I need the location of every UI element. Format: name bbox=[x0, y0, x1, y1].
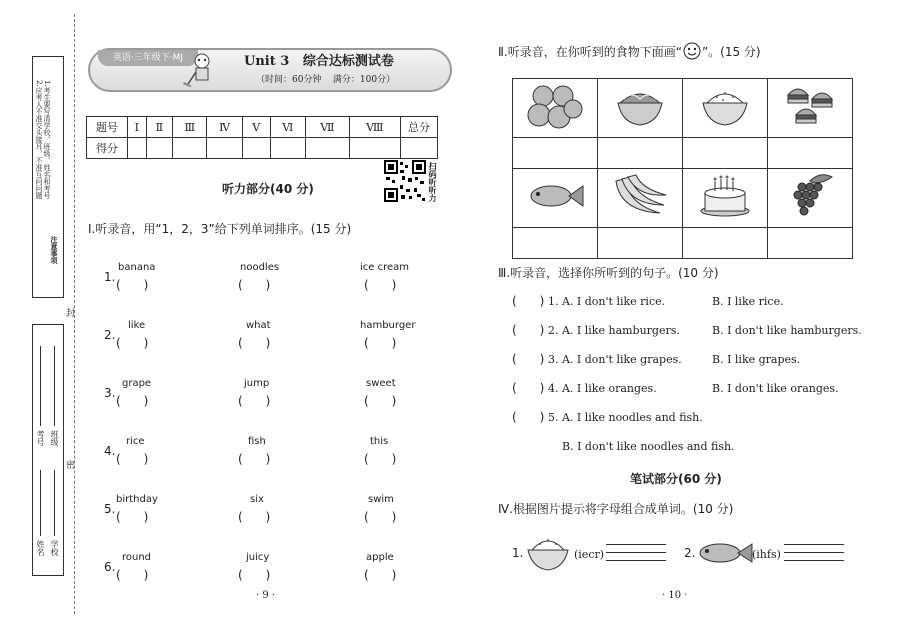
choice-blank[interactable]: ( ) bbox=[512, 381, 545, 395]
answer-cell[interactable] bbox=[683, 138, 768, 169]
option-a: 1. A. I don't like rice. bbox=[548, 295, 666, 308]
exam-no-label: 考号 bbox=[36, 430, 45, 446]
page-number-right: · 10 · bbox=[662, 590, 688, 601]
seal-char-2: 密 bbox=[64, 460, 74, 469]
word: round bbox=[122, 552, 152, 563]
word: hamburger bbox=[360, 320, 416, 331]
score-table bbox=[86, 116, 438, 159]
food-cell-cake bbox=[683, 169, 768, 228]
answer-blank[interactable]: ( ) bbox=[238, 278, 271, 292]
answer-blank[interactable]: ( ) bbox=[116, 278, 149, 292]
food-cell-fish bbox=[513, 169, 598, 228]
item-number: 3. bbox=[104, 386, 116, 400]
answer-cell[interactable] bbox=[683, 228, 768, 259]
foods-row-1 bbox=[513, 79, 853, 138]
student-info-box bbox=[32, 324, 64, 576]
answer-blank[interactable]: ( ) bbox=[364, 452, 397, 466]
food-cell-grapes bbox=[768, 169, 853, 228]
q1-answer-line[interactable] bbox=[606, 560, 666, 561]
section-2-title bbox=[498, 42, 761, 63]
word: jump bbox=[244, 378, 270, 389]
section-4-title: Ⅳ.根据图片提示将字母组合成单词。(10 分) bbox=[498, 502, 734, 516]
q2-answer-line[interactable] bbox=[784, 544, 844, 545]
cake-icon bbox=[695, 171, 755, 221]
score-input-cell[interactable] bbox=[128, 138, 147, 159]
exam-subtitle: （时间：60分钟 满分：100分） bbox=[256, 75, 396, 85]
fish-icon bbox=[523, 176, 587, 216]
score-cell: Ⅳ bbox=[207, 117, 242, 138]
smiley-icon bbox=[682, 42, 702, 63]
word: apple bbox=[366, 552, 394, 563]
word: grape bbox=[122, 378, 152, 389]
rice-bowl-icon bbox=[524, 532, 572, 576]
option-b: B. I don't like oranges. bbox=[712, 382, 839, 395]
answer-blank[interactable]: ( ) bbox=[364, 568, 397, 582]
option-a: 3. A. I don't like grapes. bbox=[548, 353, 682, 366]
margin-fold-line bbox=[74, 14, 75, 614]
section-3-title: Ⅲ.听录音，选择你所听到的句子。(10 分) bbox=[498, 266, 719, 280]
answer-blank[interactable]: ( ) bbox=[364, 336, 397, 350]
answer-blank[interactable]: ( ) bbox=[116, 568, 149, 582]
answer-blank[interactable]: ( ) bbox=[116, 394, 149, 408]
score-input-cell[interactable] bbox=[207, 138, 242, 159]
score-row-label: 得分 bbox=[87, 138, 128, 159]
q1-letters: (iecr) bbox=[574, 548, 605, 561]
answer-blank[interactable]: ( ) bbox=[238, 394, 271, 408]
score-input-cell[interactable] bbox=[349, 138, 400, 159]
score-table-header-row bbox=[87, 117, 438, 138]
food-cell-hamburgers bbox=[768, 79, 853, 138]
foods-table bbox=[512, 78, 853, 259]
word: ice cream bbox=[360, 262, 410, 273]
score-cell: Ⅱ bbox=[146, 117, 172, 138]
score-input-cell[interactable] bbox=[306, 138, 349, 159]
answer-blank[interactable]: ( ) bbox=[364, 510, 397, 524]
answer-blank[interactable]: ( ) bbox=[364, 278, 397, 292]
fish-picture-icon bbox=[694, 538, 754, 572]
score-input-cell[interactable] bbox=[173, 138, 207, 159]
mascot-icon bbox=[182, 52, 220, 92]
word: birthday bbox=[116, 494, 158, 505]
item-number: 1. bbox=[104, 270, 116, 284]
answer-blank[interactable]: ( ) bbox=[116, 336, 149, 350]
answer-blank[interactable]: ( ) bbox=[238, 568, 271, 582]
answer-blank[interactable]: ( ) bbox=[116, 452, 149, 466]
option-b: B. I like rice. bbox=[712, 295, 784, 308]
option-a: 2. A. I like hamburgers. bbox=[548, 324, 680, 337]
name-line[interactable] bbox=[40, 470, 41, 536]
seal-char-1: 封 bbox=[64, 308, 74, 317]
score-cell: Ⅴ bbox=[242, 117, 270, 138]
notes-line-2: 2.应考人不准交头接耳，不准互问问题 bbox=[35, 80, 43, 199]
word: like bbox=[128, 320, 146, 331]
page-number-left: · 9 · bbox=[256, 590, 276, 601]
word: sweet bbox=[366, 378, 396, 389]
q2-number: 2. bbox=[684, 546, 696, 560]
score-cell: Ⅷ bbox=[349, 117, 400, 138]
answer-cell[interactable] bbox=[598, 228, 683, 259]
answer-cell[interactable] bbox=[768, 228, 853, 259]
option-b: B. I like grapes. bbox=[712, 353, 801, 366]
option-a: 5. A. I like noodles and fish. bbox=[548, 411, 703, 424]
foods-answer-row-1 bbox=[513, 138, 853, 169]
q1-number: 1. bbox=[512, 546, 524, 560]
score-input-cell[interactable] bbox=[146, 138, 172, 159]
answer-blank[interactable]: ( ) bbox=[364, 394, 397, 408]
item-number: 4. bbox=[104, 444, 116, 458]
grapes-icon bbox=[780, 171, 840, 221]
score-table-score-row bbox=[87, 138, 438, 159]
food-cell-bananas bbox=[598, 169, 683, 228]
word: noodles bbox=[240, 262, 280, 273]
written-part-title: 笔试部分(60 分) bbox=[630, 472, 722, 486]
word: what bbox=[246, 320, 271, 331]
food-cell-rice bbox=[683, 79, 768, 138]
q1-answer-line[interactable] bbox=[606, 552, 666, 553]
q2-letters: (ihfs) bbox=[752, 548, 781, 561]
word: juicy bbox=[246, 552, 270, 563]
q1-answer-line[interactable] bbox=[606, 544, 666, 545]
item-number: 5. bbox=[104, 502, 116, 516]
score-input-cell[interactable] bbox=[401, 138, 438, 159]
section-2-title-text: Ⅱ.听录音，在你听到的食物下面画“ bbox=[498, 45, 682, 59]
class-label: 班级 bbox=[50, 430, 59, 446]
choice-blank[interactable]: ( ) bbox=[512, 323, 545, 337]
score-cell: Ⅶ bbox=[306, 117, 349, 138]
listening-part-title: 听力部分(40 分) bbox=[222, 182, 314, 196]
answer-blank[interactable]: ( ) bbox=[116, 510, 149, 524]
exam-no-line[interactable] bbox=[40, 346, 41, 426]
answer-cell[interactable] bbox=[598, 138, 683, 169]
score-input-cell[interactable] bbox=[242, 138, 270, 159]
answer-cell[interactable] bbox=[768, 138, 853, 169]
section-2-title-tail: ”。(15 分) bbox=[701, 45, 761, 59]
score-input-cell[interactable] bbox=[270, 138, 306, 159]
answer-blank[interactable]: ( ) bbox=[238, 510, 271, 524]
foods-row-2 bbox=[513, 169, 853, 228]
rice-icon bbox=[695, 81, 755, 131]
q2-answer-line[interactable] bbox=[784, 560, 844, 561]
foods-answer-row-2 bbox=[513, 228, 853, 259]
score-cell: 总分 bbox=[401, 117, 438, 138]
noodles-icon bbox=[610, 81, 670, 131]
q2-answer-line[interactable] bbox=[784, 552, 844, 553]
food-cell-apples bbox=[513, 79, 598, 138]
word: fish bbox=[248, 436, 266, 447]
food-cell-noodles bbox=[598, 79, 683, 138]
name-label: 姓名 bbox=[36, 540, 45, 556]
item-number: 2. bbox=[104, 328, 116, 342]
apples-icon bbox=[525, 81, 585, 131]
option-b: B. I don't like noodles and fish. bbox=[562, 440, 735, 453]
word: swim bbox=[368, 494, 394, 505]
score-cell: 题号 bbox=[87, 117, 128, 138]
school-label: 学校 bbox=[50, 540, 59, 556]
answer-blank[interactable]: ( ) bbox=[238, 452, 271, 466]
score-cell: Ⅲ bbox=[173, 117, 207, 138]
notes-line-1: 1.考生要写清学校、班级、姓名和考号 bbox=[43, 80, 51, 199]
word: this bbox=[370, 436, 389, 447]
school-line[interactable] bbox=[54, 470, 55, 536]
exam-title: Unit 3 综合达标测试卷 bbox=[244, 54, 394, 69]
qr-caption: 扫码听听力 bbox=[428, 162, 438, 202]
option-a: 4. A. I like oranges. bbox=[548, 382, 657, 395]
word: rice bbox=[126, 436, 145, 447]
word: six bbox=[250, 494, 264, 505]
score-cell: Ⅰ bbox=[128, 117, 147, 138]
choice-blank[interactable]: ( ) bbox=[512, 352, 545, 366]
choice-blank[interactable]: ( ) bbox=[512, 294, 545, 308]
hamburgers-icon bbox=[780, 81, 840, 131]
subject-tag: 英语·三年级下·MJ bbox=[98, 50, 198, 66]
notes-label: 注意事项 bbox=[50, 236, 59, 264]
option-b: B. I don't like hamburgers. bbox=[712, 324, 862, 337]
class-line[interactable] bbox=[54, 346, 55, 426]
score-cell: Ⅵ bbox=[270, 117, 306, 138]
section-1-title: Ⅰ.听录音，用“1，2，3”给下列单词排序。(15 分) bbox=[88, 222, 352, 236]
answer-cell[interactable] bbox=[513, 138, 598, 169]
answer-blank[interactable]: ( ) bbox=[238, 336, 271, 350]
item-number: 6. bbox=[104, 560, 116, 574]
choice-blank[interactable]: ( ) bbox=[512, 410, 545, 424]
bananas-icon bbox=[610, 171, 670, 221]
word: banana bbox=[118, 262, 156, 273]
answer-cell[interactable] bbox=[513, 228, 598, 259]
qr-code[interactable] bbox=[384, 160, 426, 206]
